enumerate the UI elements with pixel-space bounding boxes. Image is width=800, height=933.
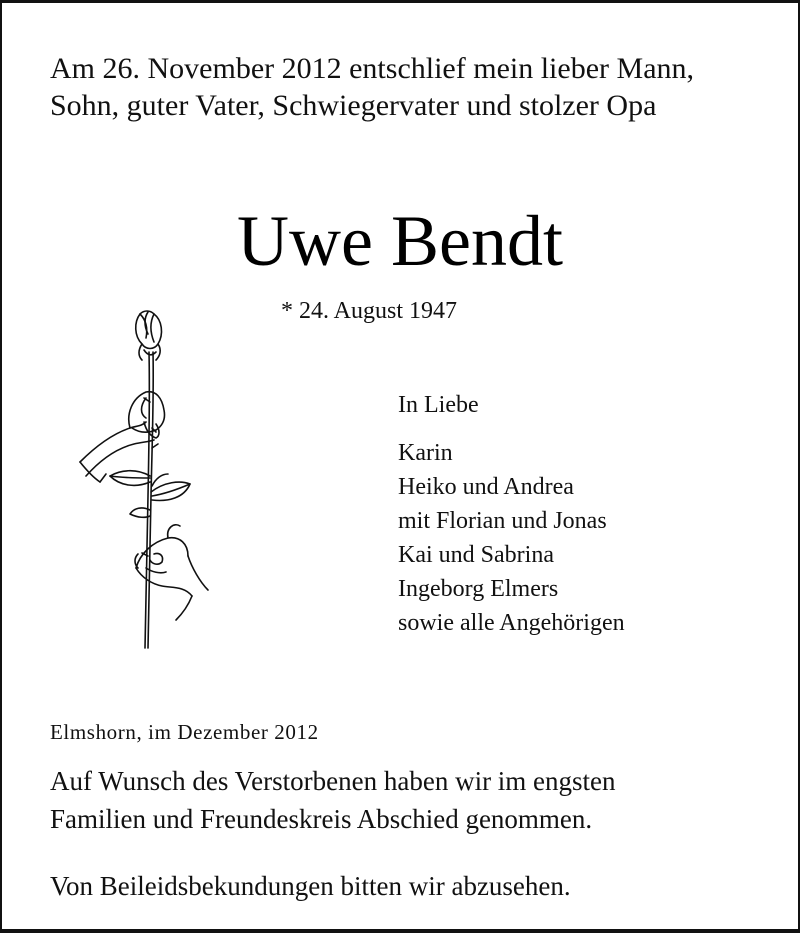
intro-text (50, 50, 694, 124)
intro-line: Am 26. November 2012 entschlief mein lieber Mann, (50, 52, 695, 85)
birth-date: * 24. August 1947 (281, 298, 458, 324)
deceased-name: Uwe Bendt (237, 201, 563, 281)
mourner-name: sowie alle Angehörigen (398, 610, 625, 636)
mourner-name: Kai und Sabrina (398, 542, 554, 568)
mourners-block (398, 390, 625, 640)
rose-in-hands-icon (76, 306, 216, 656)
intro-line: Sohn, guter Vater, Schwiegervater und stolzer Opa (50, 89, 657, 122)
mourner-name: Ingeborg Elmers (398, 576, 559, 602)
mourner-name: Heiko und Andrea (398, 474, 574, 500)
mourner-name: mit Florian und Jonas (398, 508, 607, 534)
farewell-line: Familien und Freundeskreis Abschied genommen. (50, 804, 593, 834)
place-date: Elmshorn, im Dezember 2012 (50, 720, 319, 744)
mourners-list (398, 436, 625, 640)
farewell-note (50, 762, 616, 838)
mourners-lead: In Liebe (398, 392, 479, 418)
mourner-name: Karin (398, 440, 453, 466)
farewell-line: Auf Wunsch des Verstorbenen haben wir im engsten (50, 766, 616, 796)
condolence-note: Von Beileidsbekundungen bitten wir abzusehen. (50, 871, 571, 901)
